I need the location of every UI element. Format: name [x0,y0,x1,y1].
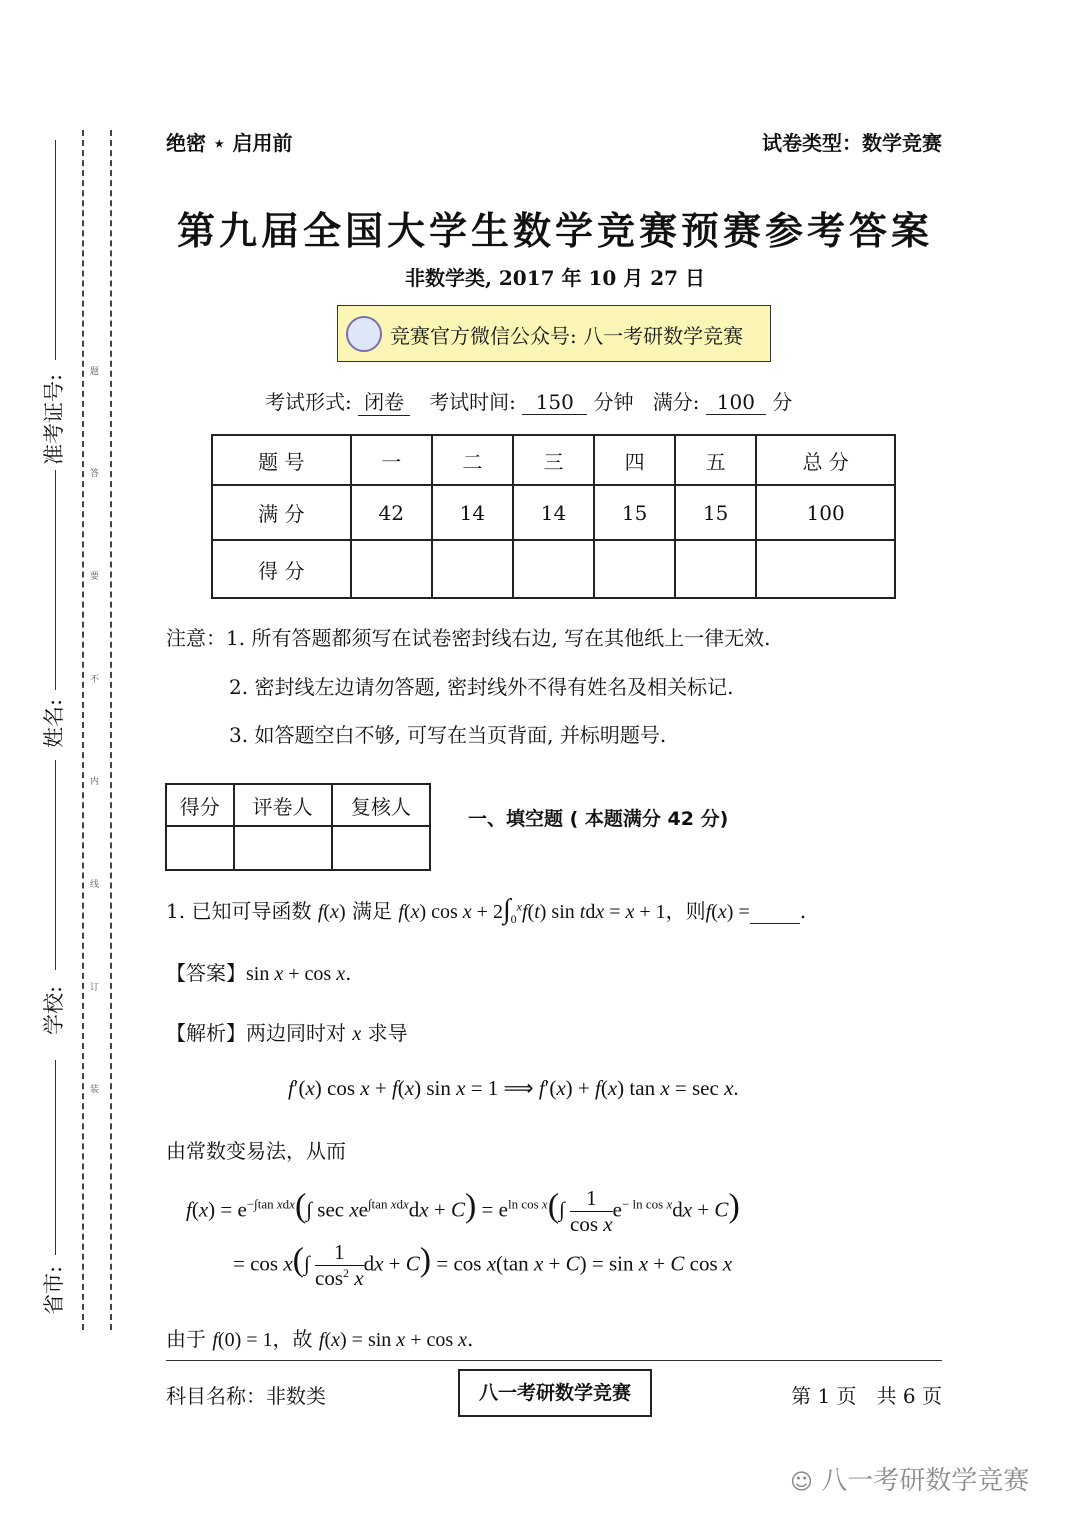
score-cell[interactable] [432,540,513,598]
page-number: 第 1 页 共 6 页 [791,1384,942,1408]
score-cell[interactable] [594,540,675,598]
watermark: ☺ 八一考研数学竞赛 [790,1466,1030,1496]
logo-icon [346,316,382,352]
wechat-banner [337,305,771,362]
note-2: 2. 密封线左边请勿答题, 密封线外不得有姓名及相关标记. [229,675,734,699]
seal-char: 题 [90,367,100,377]
school-label: 学校: [42,985,66,1035]
score-cell[interactable] [513,540,594,598]
answer: 【答案】sin x + cos x. [166,961,352,985]
question-1: 1. 已知可导函数 f(x) 满足 f(x) $\cos x + 2\int_0^xf(t)$ sin tdx = x + 1，则f(x) = . [166,894,807,926]
score-cell[interactable] [351,540,432,598]
grader-table: 得分 评卷人 复核人 [165,783,431,871]
seal-char: 内 [90,777,100,787]
banner-text: 竞赛官方微信公众号: 八一考研数学竞赛 [390,324,744,348]
seal-char: 不 [90,675,100,685]
footer-subject: 科目名称：非数类 [166,1384,326,1408]
conclusion: 由于 f(0) = 1，故 f(x) = sin x + cos x. [166,1327,474,1351]
score-cell[interactable] [756,540,895,598]
note-1: 注意：1. 所有答题都须写在试卷密封线右边, 写在其他纸上一律无效. [166,626,771,650]
footer-brand: 八一考研数学竞赛 [458,1369,652,1417]
paper-type: 试卷类型：数学竞赛 [762,131,942,155]
score-table: 题 号 一 二 三 四 五 总 分 满 分 42 14 14 15 15 100 得 分 [211,434,896,599]
province-label: 省市: [42,1265,66,1315]
seal-char: 装 [90,1085,100,1095]
seal-char: 要 [90,572,100,582]
section-heading: 一、填空题 ( 本题满分 42 分) [468,808,729,830]
method-text: 由常数变易法，从而 [166,1139,346,1163]
seal-line [82,130,84,1330]
footer-divider [166,1360,942,1361]
exam-info: 考试形式: 闭卷 考试时间: 150 分钟 满分: 100 分 [265,386,792,416]
wechat-icon: ☺ [790,1470,813,1495]
exam-id-label: 准考证号: [42,373,66,465]
equation-derivative: f′(x) cos x + f(x) sin x = 1 ⟹ f′(x) + f(x) tan x = sec x. [288,1076,739,1100]
analysis: 【解析】两边同时对 x 求导 [166,1021,408,1045]
page-title: 第九届全国大学生数学竞赛预赛参考答案 [176,208,933,253]
seal-char: 订 [90,983,100,993]
seal-char: 线 [90,880,100,890]
score-cell[interactable] [675,540,756,598]
confidential-label: 绝密 ⋆ 启用前 [166,131,293,155]
equation-solution-2: = cos x(∫ $\frac{1}{\cos^2 x}dx + C) = \cos x(\tan$ x + C) = sin x + C cos x [233,1240,733,1290]
seal-line [110,130,112,1330]
name-label: 姓名: [42,698,66,748]
note-3: 3. 如答题空白不够, 可写在当页背面, 并标明题号. [229,723,667,747]
equation-solution-1: $f(x) = e^{-\int tan xdx}(\int$ $\sec xe^{\int tan xdx}dx + C) = e^{ln cos x}(\int$ $\frac{1}{\text{cos x}}e^{- ln cos x}dx + C$) [186,1186,740,1236]
seal-char: 答 [90,469,100,479]
subtitle: 非数学类, 2017 年 10 月 27 日 [404,266,706,290]
